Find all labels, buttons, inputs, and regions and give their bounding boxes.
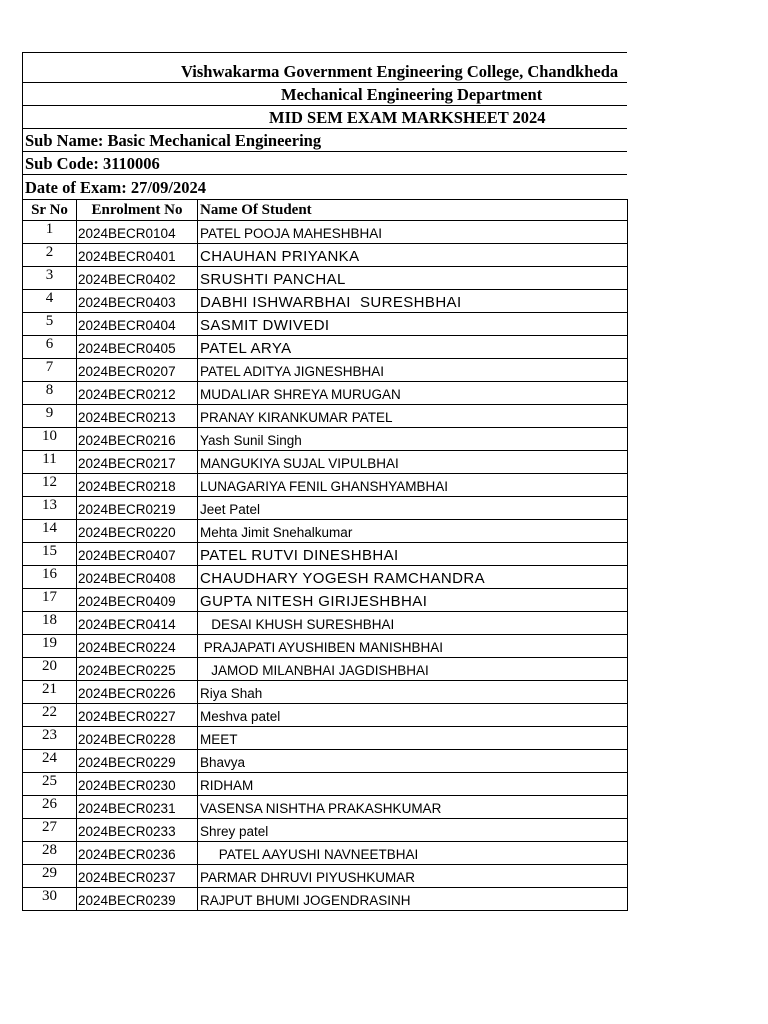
- enrolment-no-cell: 2024BECR0414: [77, 612, 198, 635]
- table-row: [23, 589, 628, 612]
- enrolment-no-cell: 2024BECR0237: [77, 865, 198, 888]
- enrolment-no-cell: 2024BECR0236: [77, 842, 198, 865]
- student-name-cell: JAMOD MILANBHAI JAGDISHBHAI: [198, 658, 628, 681]
- sr-no-cell: 9: [23, 405, 77, 428]
- enrolment-no-cell: 2024BECR0218: [77, 474, 198, 497]
- student-name-cell: PATEL ARYA: [198, 336, 628, 359]
- sr-no-cell: 25: [23, 773, 77, 796]
- enrolment-no-cell: 2024BECR0229: [77, 750, 198, 773]
- subject-name: Sub Name: Basic Mechanical Engineering: [23, 129, 627, 152]
- table-row: [23, 819, 628, 842]
- student-name-cell: PRAJAPATI AYUSHIBEN MANISHBHAI: [198, 635, 628, 658]
- table-row: [23, 566, 628, 589]
- table-row: [23, 796, 628, 819]
- student-name-cell: PRANAY KIRANKUMAR PATEL: [198, 405, 628, 428]
- table-row: [23, 704, 628, 727]
- student-name-cell: Mehta Jimit Snehalkumar: [198, 520, 628, 543]
- enrolment-no-cell: 2024BECR0217: [77, 451, 198, 474]
- sr-no-cell: 7: [23, 359, 77, 382]
- sr-no-cell: 2: [23, 244, 77, 267]
- student-name-cell: MUDALIAR SHREYA MURUGAN: [198, 382, 628, 405]
- sr-no-cell: 8: [23, 382, 77, 405]
- sr-no-cell: 17: [23, 589, 77, 612]
- enrolment-no-cell: 2024BECR0231: [77, 796, 198, 819]
- table-row: [23, 842, 628, 865]
- sr-no-cell: 15: [23, 543, 77, 566]
- student-name-cell: CHAUDHARY YOGESH RAMCHANDRA: [198, 566, 628, 589]
- table-row: [23, 451, 628, 474]
- sr-no-cell: 12: [23, 474, 77, 497]
- student-name-cell: Jeet Patel: [198, 497, 628, 520]
- table-row: [23, 474, 628, 497]
- table-header-row: [23, 200, 628, 221]
- table-row: [23, 635, 628, 658]
- student-name-cell: SRUSHTI PANCHAL: [198, 267, 628, 290]
- sr-no-cell: 13: [23, 497, 77, 520]
- student-name-cell: PARMAR DHRUVI PIYUSHKUMAR: [198, 865, 628, 888]
- enrolment-no-cell: 2024BECR0207: [77, 359, 198, 382]
- student-name-cell: RIDHAM: [198, 773, 628, 796]
- table-row: [23, 658, 628, 681]
- sr-no-cell: 18: [23, 612, 77, 635]
- sr-no-cell: 11: [23, 451, 77, 474]
- student-name-cell: DESAI KHUSH SURESHBHAI: [198, 612, 628, 635]
- enrolment-no-cell: 2024BECR0233: [77, 819, 198, 842]
- table-row: [23, 267, 628, 290]
- enrolment-no-cell: 2024BECR0409: [77, 589, 198, 612]
- table-row: [23, 543, 628, 566]
- student-name-cell: Yash Sunil Singh: [198, 428, 628, 451]
- enrolment-no-cell: 2024BECR0224: [77, 635, 198, 658]
- student-name-cell: CHAUHAN PRIYANKA: [198, 244, 628, 267]
- sr-no-cell: 23: [23, 727, 77, 750]
- student-name-cell: LUNAGARIYA FENIL GHANSHYAMBHAI: [198, 474, 628, 497]
- student-name-cell: PATEL RUTVI DINESHBHAI: [198, 543, 628, 566]
- sr-no-cell: 20: [23, 658, 77, 681]
- table-row: [23, 497, 628, 520]
- table-row: [23, 359, 628, 382]
- sr-no-cell: 26: [23, 796, 77, 819]
- table-row: [23, 221, 628, 244]
- exam-date: Date of Exam: 27/09/2024: [25, 178, 207, 197]
- enrolment-no-cell: 2024BECR0104: [77, 221, 198, 244]
- table-row: [23, 773, 628, 796]
- student-name-cell: VASENSA NISHTHA PRAKASHKUMAR: [198, 796, 628, 819]
- sr-no-cell: 3: [23, 267, 77, 290]
- sr-no-cell: 6: [23, 336, 77, 359]
- sr-no-cell: 29: [23, 865, 77, 888]
- table-row: [23, 520, 628, 543]
- enrolment-no-cell: 2024BECR0226: [77, 681, 198, 704]
- student-name-cell: SASMIT DWIVEDI: [198, 313, 628, 336]
- sr-no-cell: 5: [23, 313, 77, 336]
- enrolment-no-cell: 2024BECR0220: [77, 520, 198, 543]
- enrolment-no-cell: 2024BECR0403: [77, 290, 198, 313]
- student-table: [22, 199, 628, 911]
- student-name-cell: MEET: [198, 727, 628, 750]
- table-row: [23, 428, 628, 451]
- column-header-enrolment-no: Enrolment No: [77, 200, 198, 221]
- marksheet: [22, 52, 627, 911]
- table-row: [23, 336, 628, 359]
- student-name-cell: Riya Shah: [198, 681, 628, 704]
- student-name-cell: PATEL AAYUSHI NAVNEETBHAI: [198, 842, 628, 865]
- student-name-cell: PATEL ADITYA JIGNESHBHAI: [198, 359, 628, 382]
- student-name-cell: DABHI ISHWARBHAI SURESHBHAI: [198, 290, 628, 313]
- student-name-cell: Meshva patel: [198, 704, 628, 727]
- enrolment-no-cell: 2024BECR0213: [77, 405, 198, 428]
- enrolment-no-cell: 2024BECR0239: [77, 888, 198, 911]
- subject-code: Sub Code: 3110006: [23, 152, 627, 175]
- enrolment-no-cell: 2024BECR0225: [77, 658, 198, 681]
- student-name-cell: PATEL POOJA MAHESHBHAI: [198, 221, 628, 244]
- sr-no-cell: 16: [23, 566, 77, 589]
- student-name-cell: GUPTA NITESH GIRIJESHBHAI: [198, 589, 628, 612]
- column-header-student-name: Name Of Student: [198, 200, 628, 221]
- sr-no-cell: 4: [23, 290, 77, 313]
- table-row: [23, 405, 628, 428]
- college-name: Vishwakarma Government Engineering College, Chandkheda: [23, 53, 627, 83]
- table-row: [23, 727, 628, 750]
- sr-no-cell: 24: [23, 750, 77, 773]
- table-body: [23, 221, 628, 911]
- enrolment-no-cell: 2024BECR0212: [77, 382, 198, 405]
- table-row: [23, 382, 628, 405]
- table-row: [23, 313, 628, 336]
- enrolment-no-cell: 2024BECR0228: [77, 727, 198, 750]
- sr-no-cell: 1: [23, 221, 77, 244]
- table-row: [23, 750, 628, 773]
- department-name: Mechanical Engineering Department: [23, 83, 627, 106]
- table-row: [23, 865, 628, 888]
- sr-no-cell: 19: [23, 635, 77, 658]
- table-row: [23, 290, 628, 313]
- exam-title: MID SEM EXAM MARKSHEET 2024: [23, 106, 627, 129]
- sr-no-cell: 30: [23, 888, 77, 911]
- table-row: [23, 244, 628, 267]
- student-name-cell: MANGUKIYA SUJAL VIPULBHAI: [198, 451, 628, 474]
- column-header-sr-no: Sr No: [23, 200, 77, 221]
- marksheet-header: [22, 52, 627, 199]
- sr-no-cell: 28: [23, 842, 77, 865]
- sr-no-cell: 14: [23, 520, 77, 543]
- table-row: [23, 888, 628, 911]
- enrolment-no-cell: 2024BECR0408: [77, 566, 198, 589]
- enrolment-no-cell: 2024BECR0227: [77, 704, 198, 727]
- enrolment-no-cell: 2024BECR0407: [77, 543, 198, 566]
- enrolment-no-cell: 2024BECR0230: [77, 773, 198, 796]
- sr-no-cell: 22: [23, 704, 77, 727]
- table-row: [23, 681, 628, 704]
- student-name-cell: Shrey patel: [198, 819, 628, 842]
- enrolment-no-cell: 2024BECR0405: [77, 336, 198, 359]
- table-row: [23, 612, 628, 635]
- enrolment-no-cell: 2024BECR0219: [77, 497, 198, 520]
- enrolment-no-cell: 2024BECR0216: [77, 428, 198, 451]
- sr-no-cell: 27: [23, 819, 77, 842]
- student-name-cell: RAJPUT BHUMI JOGENDRASINH: [198, 888, 628, 911]
- enrolment-no-cell: 2024BECR0404: [77, 313, 198, 336]
- sr-no-cell: 21: [23, 681, 77, 704]
- enrolment-no-cell: 2024BECR0402: [77, 267, 198, 290]
- sr-no-cell: 10: [23, 428, 77, 451]
- student-name-cell: Bhavya: [198, 750, 628, 773]
- enrolment-no-cell: 2024BECR0401: [77, 244, 198, 267]
